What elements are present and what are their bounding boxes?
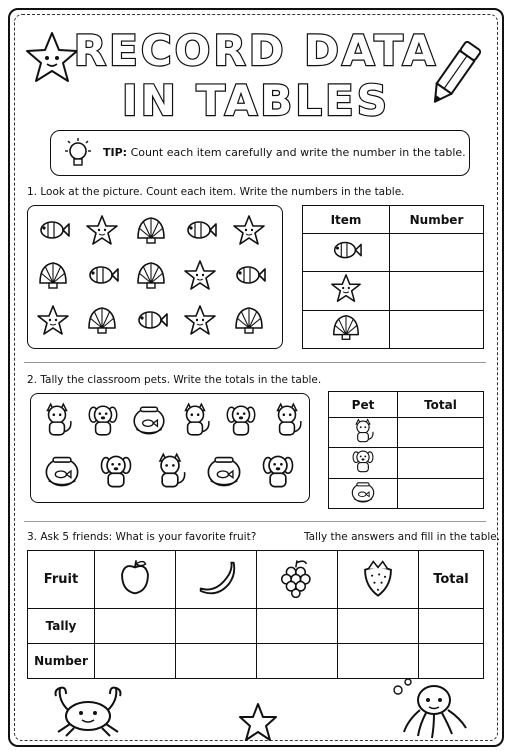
cat-item bbox=[177, 402, 213, 442]
star-icon bbox=[85, 214, 119, 248]
shell-icon bbox=[134, 214, 168, 248]
dog-item bbox=[259, 452, 297, 494]
star-item bbox=[232, 214, 266, 252]
q3-number-cell[interactable] bbox=[419, 644, 484, 679]
dog-icon bbox=[97, 452, 135, 490]
cat-icon bbox=[39, 402, 75, 438]
question-1-prompt: 1. Look at the picture. Count each item. Write the numbers in the table. bbox=[27, 186, 405, 198]
shell-item bbox=[36, 259, 70, 297]
q3-tally-cell[interactable] bbox=[338, 609, 419, 644]
q3-grapes-icon-cell bbox=[257, 551, 338, 609]
cat-item bbox=[151, 452, 189, 494]
q3-number-cell[interactable] bbox=[176, 644, 257, 679]
shell-icon bbox=[36, 259, 70, 293]
banana-icon bbox=[196, 558, 236, 598]
cat-item bbox=[39, 402, 75, 442]
q3-number-cell[interactable] bbox=[257, 644, 338, 679]
shell-icon bbox=[232, 304, 266, 338]
fish-icon bbox=[85, 259, 119, 293]
q1-count-table bbox=[302, 205, 484, 349]
question-2-prompt: 2. Tally the classroom pets. Write the totals in the table. bbox=[27, 374, 322, 386]
q3-banana-icon-cell bbox=[176, 551, 257, 609]
star-icon bbox=[36, 304, 70, 338]
apple-icon bbox=[115, 558, 155, 598]
dog-icon bbox=[350, 448, 376, 474]
grapes-icon bbox=[277, 558, 317, 598]
q1-picture-box bbox=[27, 205, 283, 349]
q3-strawberry-icon-cell bbox=[338, 551, 419, 609]
star-item bbox=[85, 214, 119, 252]
shell-icon bbox=[85, 304, 119, 338]
fish-item bbox=[183, 214, 217, 252]
q1-star-number-cell[interactable] bbox=[390, 272, 484, 310]
fishbowl-icon bbox=[205, 452, 243, 490]
fishbowl-item bbox=[43, 452, 81, 494]
page-title-line2: IN TABLES bbox=[121, 76, 390, 125]
q1-header-number: Number bbox=[390, 206, 484, 234]
fishbowl-item bbox=[131, 402, 167, 442]
star-icon bbox=[232, 214, 266, 248]
dog-icon bbox=[223, 402, 259, 438]
fish-icon bbox=[36, 214, 70, 248]
tip-box bbox=[50, 130, 470, 176]
question-3-instruction: Tally the answers and fill in the table. bbox=[304, 531, 501, 543]
q2-row-fishbowl-icon bbox=[329, 478, 398, 508]
shell-item bbox=[134, 214, 168, 252]
star-item bbox=[183, 304, 217, 342]
fish-item bbox=[85, 259, 119, 297]
q3-fruit-table bbox=[27, 550, 484, 679]
q3-tally-cell[interactable] bbox=[419, 609, 484, 644]
star-icon bbox=[238, 702, 278, 742]
star-icon bbox=[183, 304, 217, 338]
question-3-prompt: 3. Ask 5 friends: What is your favorite fruit? bbox=[27, 531, 257, 543]
q1-row-star-icon bbox=[303, 272, 390, 310]
dog-item bbox=[223, 402, 259, 442]
crab-icon bbox=[48, 676, 128, 738]
q2-row-cat-icon bbox=[329, 418, 398, 448]
q2-fishbowl-total-cell[interactable] bbox=[398, 478, 484, 508]
star-item bbox=[183, 259, 217, 297]
shell-item bbox=[232, 304, 266, 342]
fishbowl-item bbox=[205, 452, 243, 494]
q3-tally-cell[interactable] bbox=[95, 609, 176, 644]
cat-icon bbox=[177, 402, 213, 438]
dog-icon bbox=[259, 452, 297, 490]
fish-icon bbox=[232, 259, 266, 293]
q2-picture-box bbox=[30, 393, 310, 503]
shell-item bbox=[134, 259, 168, 297]
cat-icon bbox=[269, 402, 305, 438]
fishbowl-icon bbox=[350, 479, 376, 505]
page-title-line1: RECORD DATA bbox=[73, 26, 439, 75]
star-icon bbox=[330, 273, 362, 305]
tip-text: TIP: Count each item carefully and write the number in the table. bbox=[103, 146, 466, 159]
star-icon bbox=[183, 259, 217, 293]
fishbowl-icon bbox=[131, 402, 167, 438]
q1-row-shell-icon bbox=[303, 310, 390, 348]
lightbulb-icon bbox=[61, 137, 95, 171]
q2-pets-table bbox=[328, 391, 484, 509]
section-divider bbox=[24, 362, 486, 363]
shell-item bbox=[85, 304, 119, 342]
q3-row-label-tally: Tally bbox=[28, 609, 95, 644]
section-divider bbox=[24, 521, 486, 522]
octopus-icon bbox=[386, 676, 472, 742]
cat-item bbox=[269, 402, 305, 442]
shell-icon bbox=[330, 312, 362, 344]
q3-tally-cell[interactable] bbox=[257, 609, 338, 644]
shell-icon bbox=[134, 259, 168, 293]
cat-icon bbox=[151, 452, 189, 490]
fish-item bbox=[134, 304, 168, 342]
q3-number-cell[interactable] bbox=[338, 644, 419, 679]
q1-fish-number-cell[interactable] bbox=[390, 234, 484, 272]
fish-item bbox=[36, 214, 70, 252]
fish-item bbox=[232, 259, 266, 297]
fishbowl-icon bbox=[43, 452, 81, 490]
q3-header-fruit: Fruit bbox=[28, 551, 95, 609]
q2-row-dog-icon bbox=[329, 448, 398, 478]
q2-dog-total-cell[interactable] bbox=[398, 448, 484, 478]
dog-item bbox=[97, 452, 135, 494]
star-item bbox=[36, 304, 70, 342]
fish-icon bbox=[183, 214, 217, 248]
q3-row-label-number: Number bbox=[28, 644, 95, 679]
q3-apple-icon-cell bbox=[95, 551, 176, 609]
q2-header-pet: Pet bbox=[329, 392, 398, 418]
q2-cat-total-cell[interactable] bbox=[398, 418, 484, 448]
q1-header-item: Item bbox=[303, 206, 390, 234]
q3-number-cell[interactable] bbox=[95, 644, 176, 679]
q3-tally-cell[interactable] bbox=[176, 609, 257, 644]
q3-header-total: Total bbox=[419, 551, 484, 609]
q2-header-total: Total bbox=[398, 392, 484, 418]
dog-item bbox=[85, 402, 121, 442]
q1-shell-number-cell[interactable] bbox=[390, 310, 484, 348]
fish-icon bbox=[134, 304, 168, 338]
dog-icon bbox=[85, 402, 121, 438]
strawberry-icon bbox=[358, 558, 398, 598]
cat-icon bbox=[350, 418, 376, 444]
fish-icon bbox=[330, 235, 362, 267]
q1-row-fish-icon bbox=[303, 234, 390, 272]
